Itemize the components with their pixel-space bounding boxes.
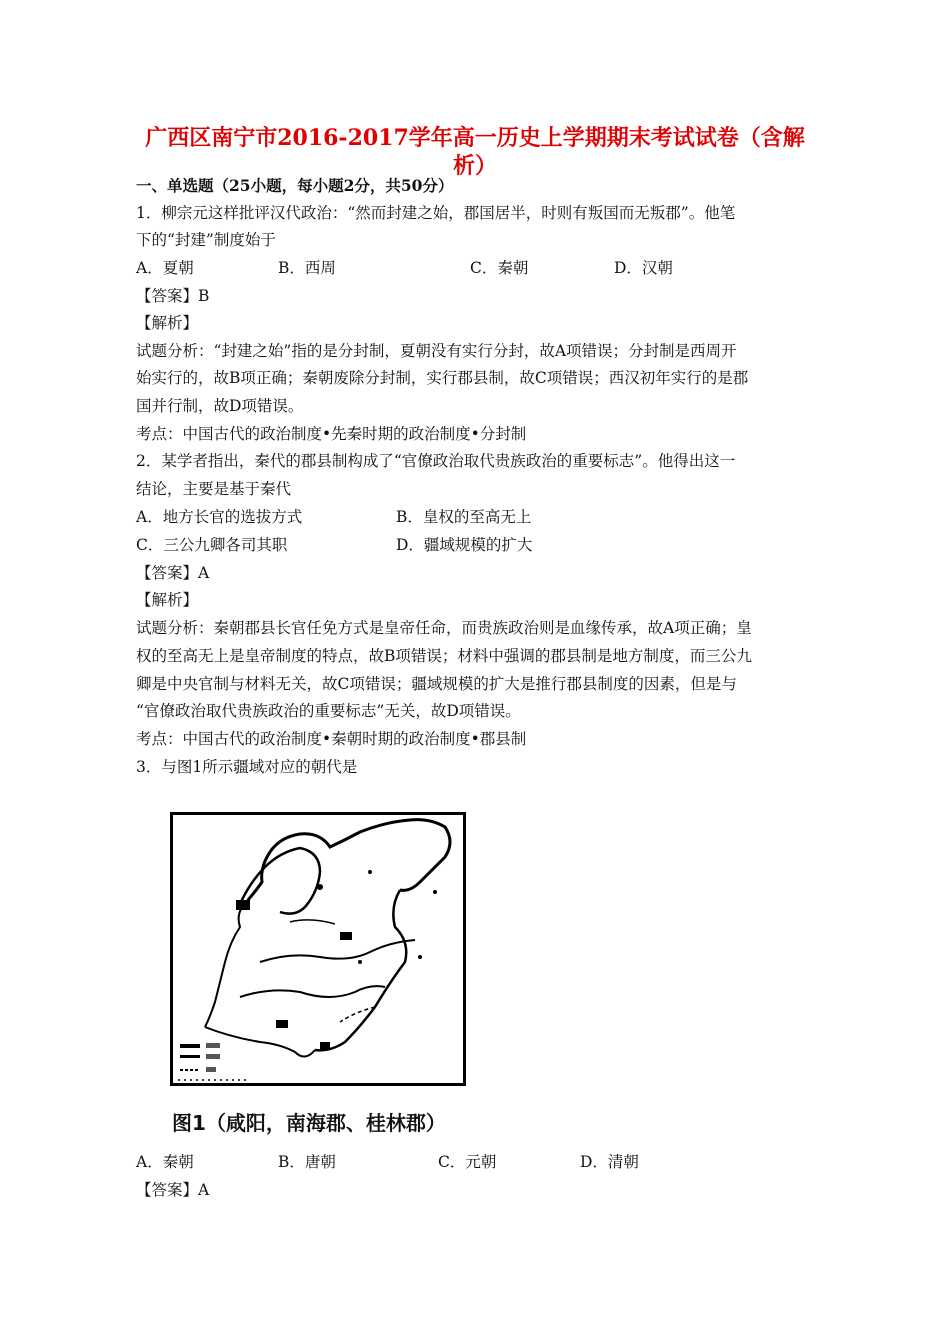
q2-kaodian: 考点：中国古代的政治制度•秦朝时期的政治制度•郡县制 — [136, 730, 527, 748]
q2-analysis-line-2: 权的至高无上是皇帝制度的特点，故B项错误；材料中强调的郡县制是地方制度，而三公九 — [136, 647, 752, 665]
q2-answer: 【答案】A — [136, 564, 210, 582]
q3-option-c: C．元朝 — [438, 1153, 497, 1171]
q2-stem-line-1: 2．某学者指出，秦代的郡县制构成了“官僚政治取代贵族政治的重要标志”。他得出这一 — [136, 452, 736, 470]
q3-option-d: D．清朝 — [580, 1153, 639, 1171]
q1-option-b: B．西周 — [278, 259, 336, 277]
q3-option-a: A．秦朝 — [136, 1153, 194, 1171]
section-heading: 一、单选题（25小题，每小题2分，共50分） — [136, 176, 454, 195]
q2-option-b: B．皇权的至高无上 — [396, 508, 532, 526]
q1-analysis-line-1: 试题分析：“封建之始”指的是分封制，夏朝没有实行分封，故A项错误；分封制是西周开 — [136, 342, 737, 360]
q3-answer: 【答案】A — [136, 1181, 210, 1199]
q1-option-c: C．秦朝 — [470, 259, 529, 277]
q1-option-d: D．汉朝 — [614, 259, 673, 277]
figure-caption: 图1（咸阳，南海郡、桂林郡） — [172, 1111, 446, 1135]
document-title: 广西区南宁市2016-2017学年高一历史上学期期末考试试卷（含解析） — [145, 125, 805, 179]
q1-analysis-line-3: 国并行制，故D项错误。 — [136, 397, 304, 415]
q2-option-c: C．三公九卿各司其职 — [136, 536, 288, 554]
q1-stem-line-1: 1．柳宗元这样批评汉代政治：“然而封建之始，郡国居半，时则有叛国而无叛郡”。他笔 — [136, 204, 736, 222]
q3-option-b: B．唐朝 — [278, 1153, 336, 1171]
q1-analysis-line-2: 始实行的，故B项正确；秦朝废除分封制，实行郡县制，故C项错误；西汉初年实行的是郡 — [136, 369, 749, 387]
q1-kaodian: 考点：中国古代的政治制度•先秦时期的政治制度•分封制 — [136, 425, 527, 443]
qin-territory-map — [170, 812, 466, 1086]
q1-answer: 【答案】B — [136, 287, 210, 305]
q1-option-a: A．夏朝 — [136, 259, 194, 277]
q2-analysis-line-3: 卿是中央官制与材料无关，故C项错误；疆域规模的扩大是推行郡县制度的因素，但是与 — [136, 675, 737, 693]
q1-analysis-label: 【解析】 — [136, 314, 199, 332]
q2-analysis-line-1: 试题分析：秦朝郡县长官任免方式是皇帝任命，而贵族政治则是血缘传承，故A项正确；皇 — [136, 619, 752, 637]
q1-stem-line-2: 下的“封建”制度始于 — [136, 231, 276, 249]
q2-stem-line-2: 结论，主要是基于秦代 — [136, 480, 292, 498]
q3-stem-line-1: 3．与图1所示疆域对应的朝代是 — [136, 758, 358, 776]
q2-option-d: D．疆域规模的扩大 — [396, 536, 533, 554]
q2-analysis-line-4: “官僚政治取代贵族政治的重要标志”无关，故D项错误。 — [136, 702, 521, 720]
q2-analysis-label: 【解析】 — [136, 591, 199, 609]
q2-option-a: A．地方长官的选拔方式 — [136, 508, 303, 526]
